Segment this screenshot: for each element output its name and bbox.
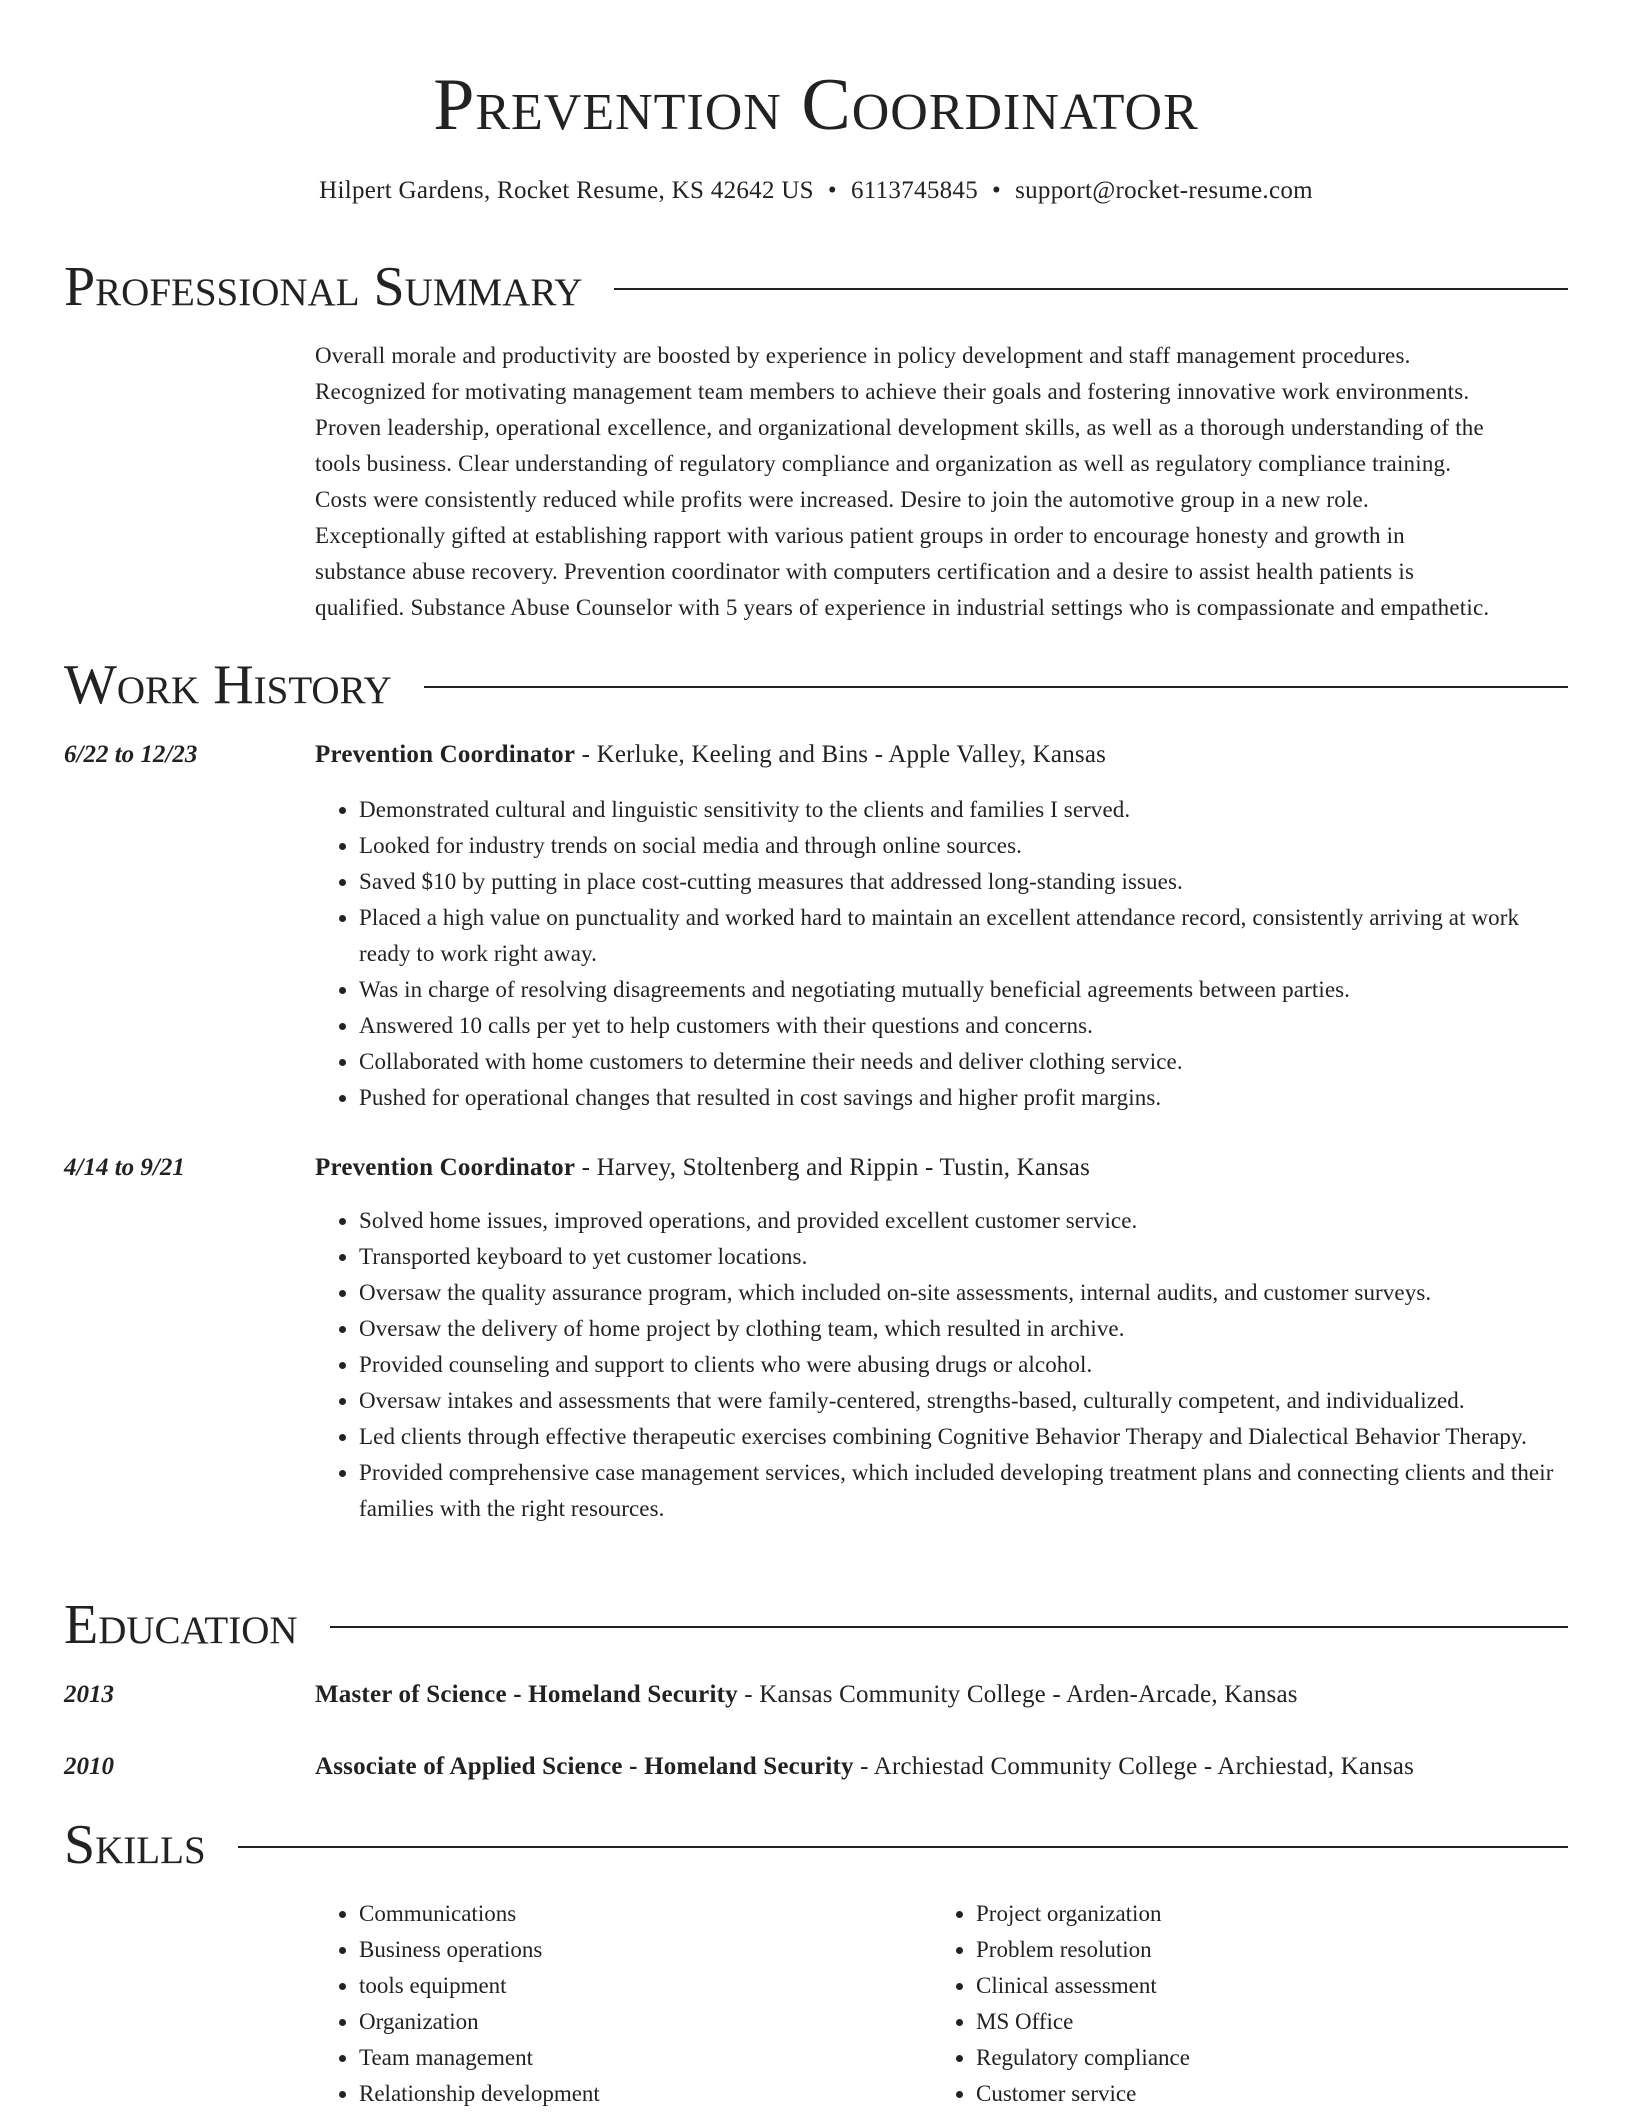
education-year: 2010 — [64, 1753, 114, 1780]
job-bullet: • Solved home issues, improved operations, and provided excellent customer service. — [359, 1203, 1568, 1239]
skill-item: • tools equipment — [359, 1968, 915, 2004]
section-divider — [614, 288, 1568, 290]
education-entry — [315, 1749, 1568, 1785]
resume-name: Prevention Coordinator — [433, 64, 1199, 146]
section-divider — [330, 1626, 1568, 1628]
job-bullet: • Provided comprehensive case management services, which included developing treatment plans and connecting clients and their families with the right resources. — [359, 1455, 1568, 1527]
job-bullet-list — [315, 792, 1568, 1116]
skill-item: • MS Office — [976, 2004, 1532, 2040]
skills-section-header — [64, 1810, 1568, 1880]
summary-line: Exceptionally gifted at establishing rapport with various patient groups in order to encourage honesty and growth in — [315, 523, 1405, 548]
job-bullet: • Oversaw the delivery of home project by clothing team, which resulted in archive. — [359, 1311, 1568, 1347]
skill-item: • Relationship development — [359, 2076, 915, 2112]
work-section-title: Work History — [64, 654, 392, 716]
summary-line: Overall morale and productivity are boosted by experience in policy development and staff management procedures. — [315, 343, 1411, 368]
skill-item: • Customer service — [976, 2076, 1532, 2112]
section-divider — [424, 686, 1568, 688]
summary-section-header — [64, 252, 1568, 322]
summary-line: Proven leadership, operational excellence, and organizational development skills, as well as a thorough understanding of the — [315, 415, 1484, 440]
contact-phone: 6113745845 — [850, 177, 979, 204]
contact-separator: • — [827, 177, 837, 204]
job-bullet: • Oversaw the quality assurance program, which included on-site assessments, internal audits, and customer surveys. — [359, 1275, 1568, 1311]
skill-item: • Communications — [359, 1896, 915, 1932]
job-title-line — [315, 737, 1568, 773]
education-degree: Master of Science - Homeland Security — [315, 1681, 738, 1708]
education-section-header — [64, 1590, 1568, 1660]
education-section-title: Education — [64, 1594, 298, 1656]
summary-section-title: Professional Summary — [64, 256, 583, 318]
job-bullet: • Collaborated with home customers to determine their needs and deliver clothing service. — [359, 1044, 1568, 1080]
skills-section-title: Skills — [64, 1814, 206, 1876]
job-details: - Harvey, Stoltenberg and Rippin - Tustin, Kansas — [575, 1154, 1091, 1181]
job-role: Prevention Coordinator — [315, 1154, 576, 1181]
skill-item: • Project organization — [976, 1896, 1532, 1932]
summary-line: qualified. Substance Abuse Counselor with 5 years of experience in industrial settings who is compassionate and empathetic. — [315, 595, 1490, 620]
job-bullet: • Demonstrated cultural and linguistic sensitivity to the clients and families I served. — [359, 792, 1568, 828]
job-bullet: • Pushed for operational changes that resulted in cost savings and higher profit margins. — [359, 1080, 1568, 1116]
education-entry — [315, 1677, 1568, 1713]
contact-line — [64, 174, 1568, 208]
job-title-line — [315, 1150, 1568, 1186]
skill-item: • Problem resolution — [976, 1932, 1532, 1968]
contact-separator: • — [992, 177, 1002, 204]
summary-text — [315, 338, 1568, 626]
job-bullet: • Answered 10 calls per yet to help customers with their questions and concerns. — [359, 1008, 1568, 1044]
job-bullet: • Transported keyboard to yet customer locations. — [359, 1239, 1568, 1275]
summary-line: Costs were consistently reduced while profits were increased. Desire to join the automotive group in a new role. — [315, 487, 1369, 512]
skill-item: • Team management — [359, 2040, 915, 2076]
job-bullet: • Looked for industry trends on social media and through online sources. — [359, 828, 1568, 864]
skills-list-right — [932, 1896, 1532, 2112]
skill-item: • Business operations — [359, 1932, 915, 1968]
job-dates: 6/22 to 12/23 — [64, 741, 198, 768]
job-bullet-list — [315, 1203, 1568, 1527]
job-dates: 4/14 to 9/21 — [64, 1154, 185, 1181]
section-divider — [238, 1846, 1568, 1848]
summary-line: tools business. Clear understanding of regulatory compliance and organization as well as regulatory compliance training. — [315, 451, 1452, 476]
work-section-header — [64, 650, 1568, 720]
job-bullet: • Placed a high value on punctuality and worked hard to maintain an excellent attendance record, consistently arriving at work ready to work right away. — [359, 900, 1568, 972]
education-degree: Associate of Applied Science - Homeland Security — [315, 1753, 854, 1780]
job-bullet: • Oversaw intakes and assessments that were family-centered, strengths-based, culturally competent, and individualized. — [359, 1383, 1568, 1419]
education-year: 2013 — [64, 1681, 114, 1708]
skill-item: • Clinical assessment — [976, 1968, 1532, 2004]
job-bullet: • Saved $10 by putting in place cost-cutting measures that addressed long-standing issues. — [359, 864, 1568, 900]
skill-item: • Organization — [359, 2004, 915, 2040]
job-role: Prevention Coordinator — [315, 741, 576, 768]
skill-item: • Regulatory compliance — [976, 2040, 1532, 2076]
education-details: - Archiestad Community College - Archiestad, Kansas — [853, 1753, 1415, 1780]
summary-line: Recognized for motivating management team members to achieve their goals and fostering innovative work environments. — [315, 379, 1470, 404]
job-details: - Kerluke, Keeling and Bins - Apple Valley, Kansas — [575, 741, 1107, 768]
job-bullet: • Led clients through effective therapeutic exercises combining Cognitive Behavior Therapy and Dialectical Behavior Therapy. — [359, 1419, 1568, 1455]
contact-email: support@rocket-resume.com — [1015, 177, 1313, 204]
job-bullet: • Provided counseling and support to clients who were abusing drugs or alcohol. — [359, 1347, 1568, 1383]
contact-address: Hilpert Gardens, Rocket Resume, KS 42642 US — [319, 177, 814, 204]
summary-line: substance abuse recovery. Prevention coordinator with computers certification and a desire to assist health patients is — [315, 559, 1415, 584]
education-details: - Kansas Community College - Arden-Arcade, Kansas — [737, 1681, 1298, 1708]
job-bullet: • Was in charge of resolving disagreements and negotiating mutually beneficial agreements between parties. — [359, 972, 1568, 1008]
skills-list-left — [315, 1896, 915, 2112]
